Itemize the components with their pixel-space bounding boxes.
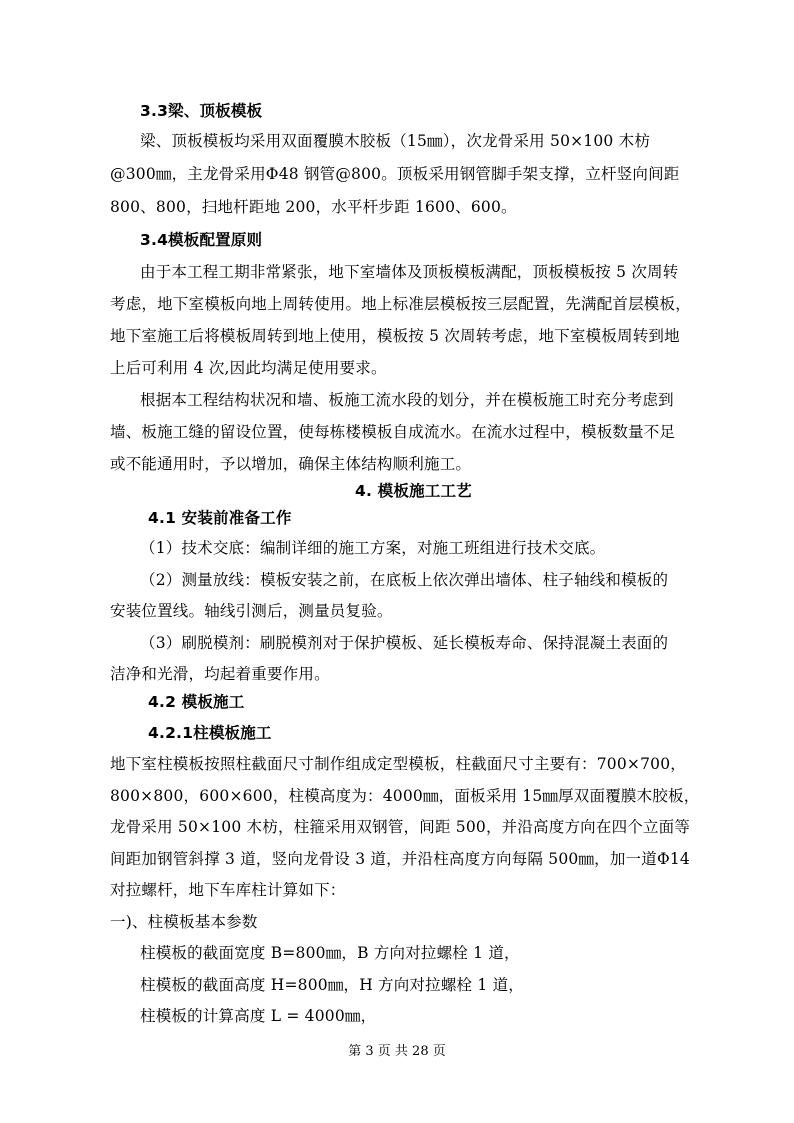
paragraph-line: 800、800，扫地杆距地 200，水平杆步距 1600、600。 [110,198,517,216]
section-4-1-heading: 4.1 安装前准备工作 [148,509,292,527]
chapter-4-heading: 4. 模板施工工艺 [355,482,472,500]
paragraph-line: 梁、顶板模板均采用双面覆膜木胶板（15㎜），次龙骨采用 50×100 木枋 [140,132,651,150]
paragraph-line: 根据本工程结构状况和墙、板施工流水段的划分，并在模板施工时充分考虑到 [140,391,674,409]
list-item: （1）技术交底：编制详细的施工方案，对施工班组进行技术交底。 [140,539,606,557]
paragraph-line: 由于本工程工期非常紧张，地下室墙体及顶板模板满配，顶板模板按 5 次周转 [140,263,679,281]
list-item: （2）测量放线：模板安装之前，在底板上依次弹出墙体、柱子轴线和模板的 [140,571,669,589]
paragraph-line: 800×800，600×600，柱模高度为：4000㎜，面板采用 15㎜厚双面覆膜木胶板， [110,787,700,805]
paragraph-line: 考虑，地下室模板向地上周转使用。地上标准层模板按三层配置，先满配首层模板， [110,295,691,313]
list-item-continuation: 洁净和光滑，均起着重要作用。 [110,665,330,683]
paragraph-line: 地下室施工后将模板周转到地上使用，模板按 5 次周转考虑，地下室模板周转到地 [110,327,680,345]
param-line: 柱模板的截面高度 H=800㎜，H 方向对拉螺栓 1 道， [140,976,524,994]
section-3-4-heading: 3.4模板配置原则 [140,231,263,249]
paragraph-line: 上后可利用 4 次,因此均满足使用要求。 [110,359,387,377]
list-item-continuation: 安装位置线。轴线引测后，测量员复验。 [110,602,393,620]
paragraph-line: 或不能通用时，予以增加，确保主体结构顺利施工。 [110,455,472,473]
section-4-2-heading: 4.2 模板施工 [148,693,245,711]
page-footer: 第 3 页 共 28 页 [348,1044,446,1059]
list-item: （3）刷脱模剂：刷脱模剂对于保护模板、延长模板寿命、保持混凝土表面的 [140,634,669,652]
params-heading: 一)、柱模板基本参数 [110,913,258,931]
paragraph-line: 墙、板施工缝的留设位置，使每栋楼模板自成流水。在流水过程中，模板数量不足 [110,423,676,441]
section-4-2-1-heading: 4.2.1柱模板施工 [148,724,272,742]
paragraph-line: 间距加钢管斜撑 3 道，竖向龙骨设 3 道，并沿柱高度方向每隔 500㎜，加一道Φ14 [110,850,690,868]
paragraph-line: @300㎜，主龙骨采用Φ48 钢管@800。顶板采用钢管脚手架支撑，立杆竖向间距 [110,165,680,183]
paragraph-line: 龙骨采用 50×100 木枋，柱箍采用双钢管，间距 500，并沿高度方向在四个立面等 [110,818,691,836]
paragraph-line: 对拉螺杆，地下车库柱计算如下： [110,881,346,899]
section-3-3-heading: 3.3梁、顶板模板 [140,102,263,120]
paragraph-line: 地下室柱模板按照柱截面尺寸制作组成定型模板，柱截面尺寸主要有：700×700， [110,755,686,773]
param-line: 柱模板的计算高度 L = 4000㎜， [140,1007,377,1025]
param-line: 柱模板的截面宽度 B=800㎜，B 方向对拉螺栓 1 道， [140,944,520,962]
